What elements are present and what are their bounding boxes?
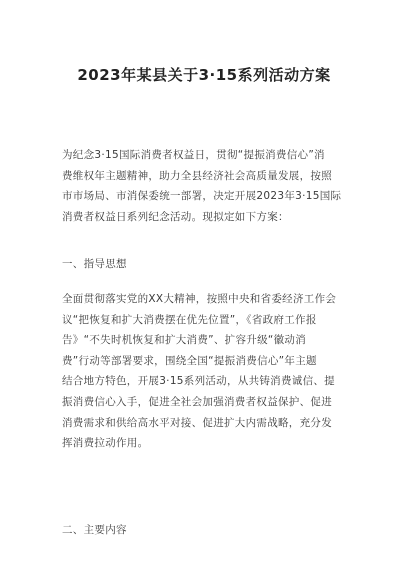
- section1-paragraph: [62, 289, 348, 454]
- section1-line: 费”行动等部署要求，围绕全国“提振消费信心”年主题: [62, 354, 317, 367]
- section1-line: 结合地方特色，开展3·15系列活动，从共铸消费诚信、提: [62, 375, 335, 388]
- intro-paragraph: [62, 145, 348, 227]
- intro-line: 消费者权益日系列纪念活动。现拟定如下方案：: [62, 210, 289, 223]
- intro-line: 费维权年主题精神，助力全县经济社会高质量发展，按照: [62, 169, 332, 182]
- section1-line: 振消费信心入手，促进全社会加强消费者权益保护、促进: [62, 395, 332, 408]
- section1-line: 议“把恢复和扩大消费摆在优先位置”，《省政府工作报: [62, 313, 317, 326]
- document-title: 2023年某县关于3·15系列活动方案: [77, 66, 331, 84]
- intro-line: 为纪念3·15国际消费者权益日，贯彻“提振消费信心”消: [62, 149, 325, 161]
- section1-line: 挥消费拉动作用。: [62, 437, 149, 450]
- section1-line: 告》“不失时机恢复和扩大消费”、扩容升级“徽动消: [62, 334, 307, 347]
- section1-line: 全面贯彻落实党的XX大精神，按照中央和省委经济工作会: [62, 293, 337, 305]
- section-heading-guiding-ideology: 一、指导思想: [62, 258, 127, 270]
- intro-line: 市市场局、市消保委统一部署，决定开展2023年3·15国际: [62, 190, 342, 203]
- section-heading-main-content: 二、主要内容: [62, 524, 127, 536]
- section1-line: 消费需求和供给高水平对接、促进扩大内需战略，充分发: [62, 416, 332, 429]
